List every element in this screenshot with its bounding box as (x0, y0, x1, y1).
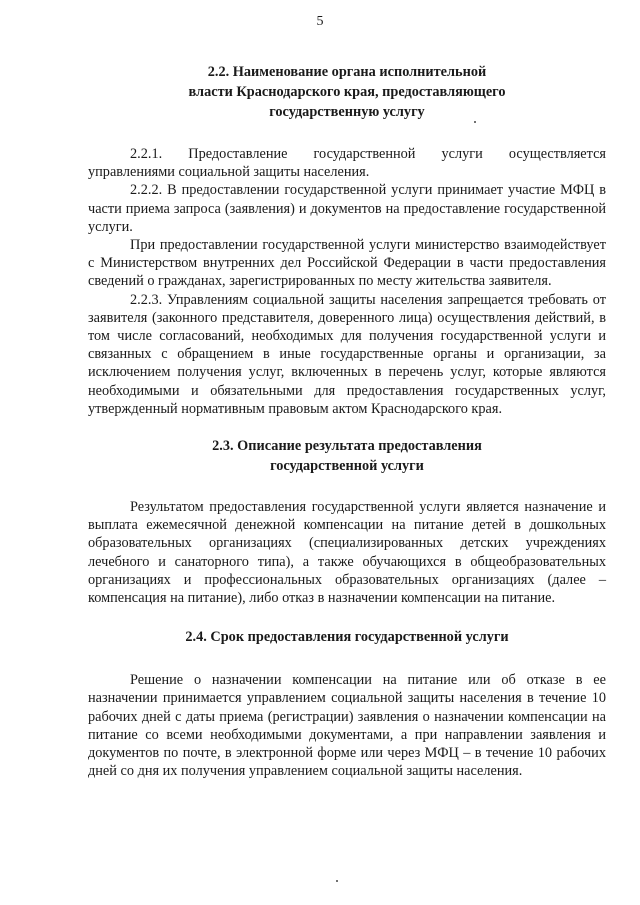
heading-line: власти Краснодарского края, предоставляющего (188, 84, 506, 100)
paragraph: При предоставлении государственной услуги министерство взаимодействует с Министерством внутренних дел Российской Федерации в части предоставления сведений о гражданах, зарегистрированных по месту жительства заявителя. (88, 237, 606, 290)
heading-line: 2.4. Срок предоставления государственной услуги (185, 629, 509, 646)
document-body (88, 62, 606, 780)
section-2-4 (88, 627, 606, 780)
scan-speck (336, 880, 338, 882)
paragraph: 2.2.3. Управлениям социальной защиты населения запрещается требовать от заявителя (законного представителя, доверенного лица) осуществления действий, в том числе согласований, необходимых для получения государственной услуги и связанных с обращением в иные государственные органы и организации, за исключением получения услуг, включенных в перечень услуг, которые являются необходимыми и обязательными для предоставления государственных услуг, утвержденный нормативным правовым актом Краснодарского края. (88, 291, 606, 417)
heading-line: 2.3. Описание результата предоставления (212, 438, 482, 455)
section-2-2 (88, 62, 606, 418)
paragraph: 2.2.1. Предоставление государственной услуги осуществляется управлениями социальной защиты населения. (88, 146, 606, 181)
section-heading (88, 436, 606, 476)
page-number: 5 (316, 14, 324, 29)
section-heading (88, 627, 606, 647)
scan-speck (474, 121, 476, 123)
paragraph: 2.2.2. В предоставлении государственной услуги принимает участие МФЦ в части приема запроса (заявления) и документов на предоставление государственной услуги. (88, 182, 606, 235)
section-2-3 (88, 436, 606, 607)
paragraph: Результатом предоставления государственной услуги является назначение и выплата ежемесячной денежной компенсации на питание детей в дошкольных образовательных организациях (специализированных детских учреждениях лечебного и санаторного типа), а также обучающихся в общеобразовательных организациях и профессиональных образовательных организациях (далее – компенсация на питание), либо отказ в назначении компенсации на питание. (88, 499, 606, 607)
paragraph: Решение о назначении компенсации на питание или об отказе в ее назначении принимается управлением социальной защиты населения в течение 10 рабочих дней с даты приема (регистрации) заявления о назначении компенсации на питание со всеми необходимыми документами, а при направлении заявления и документов по почте, в электронной форме или через МФЦ – в течение 10 рабочих дней со дня их получения управлением социальной защиты населения. (88, 672, 606, 780)
heading-line: государственную услугу (269, 104, 425, 120)
section-heading (88, 62, 606, 122)
heading-line: 2.2. Наименование органа исполнительной (207, 64, 487, 80)
heading-line: государственной услуги (270, 458, 424, 475)
